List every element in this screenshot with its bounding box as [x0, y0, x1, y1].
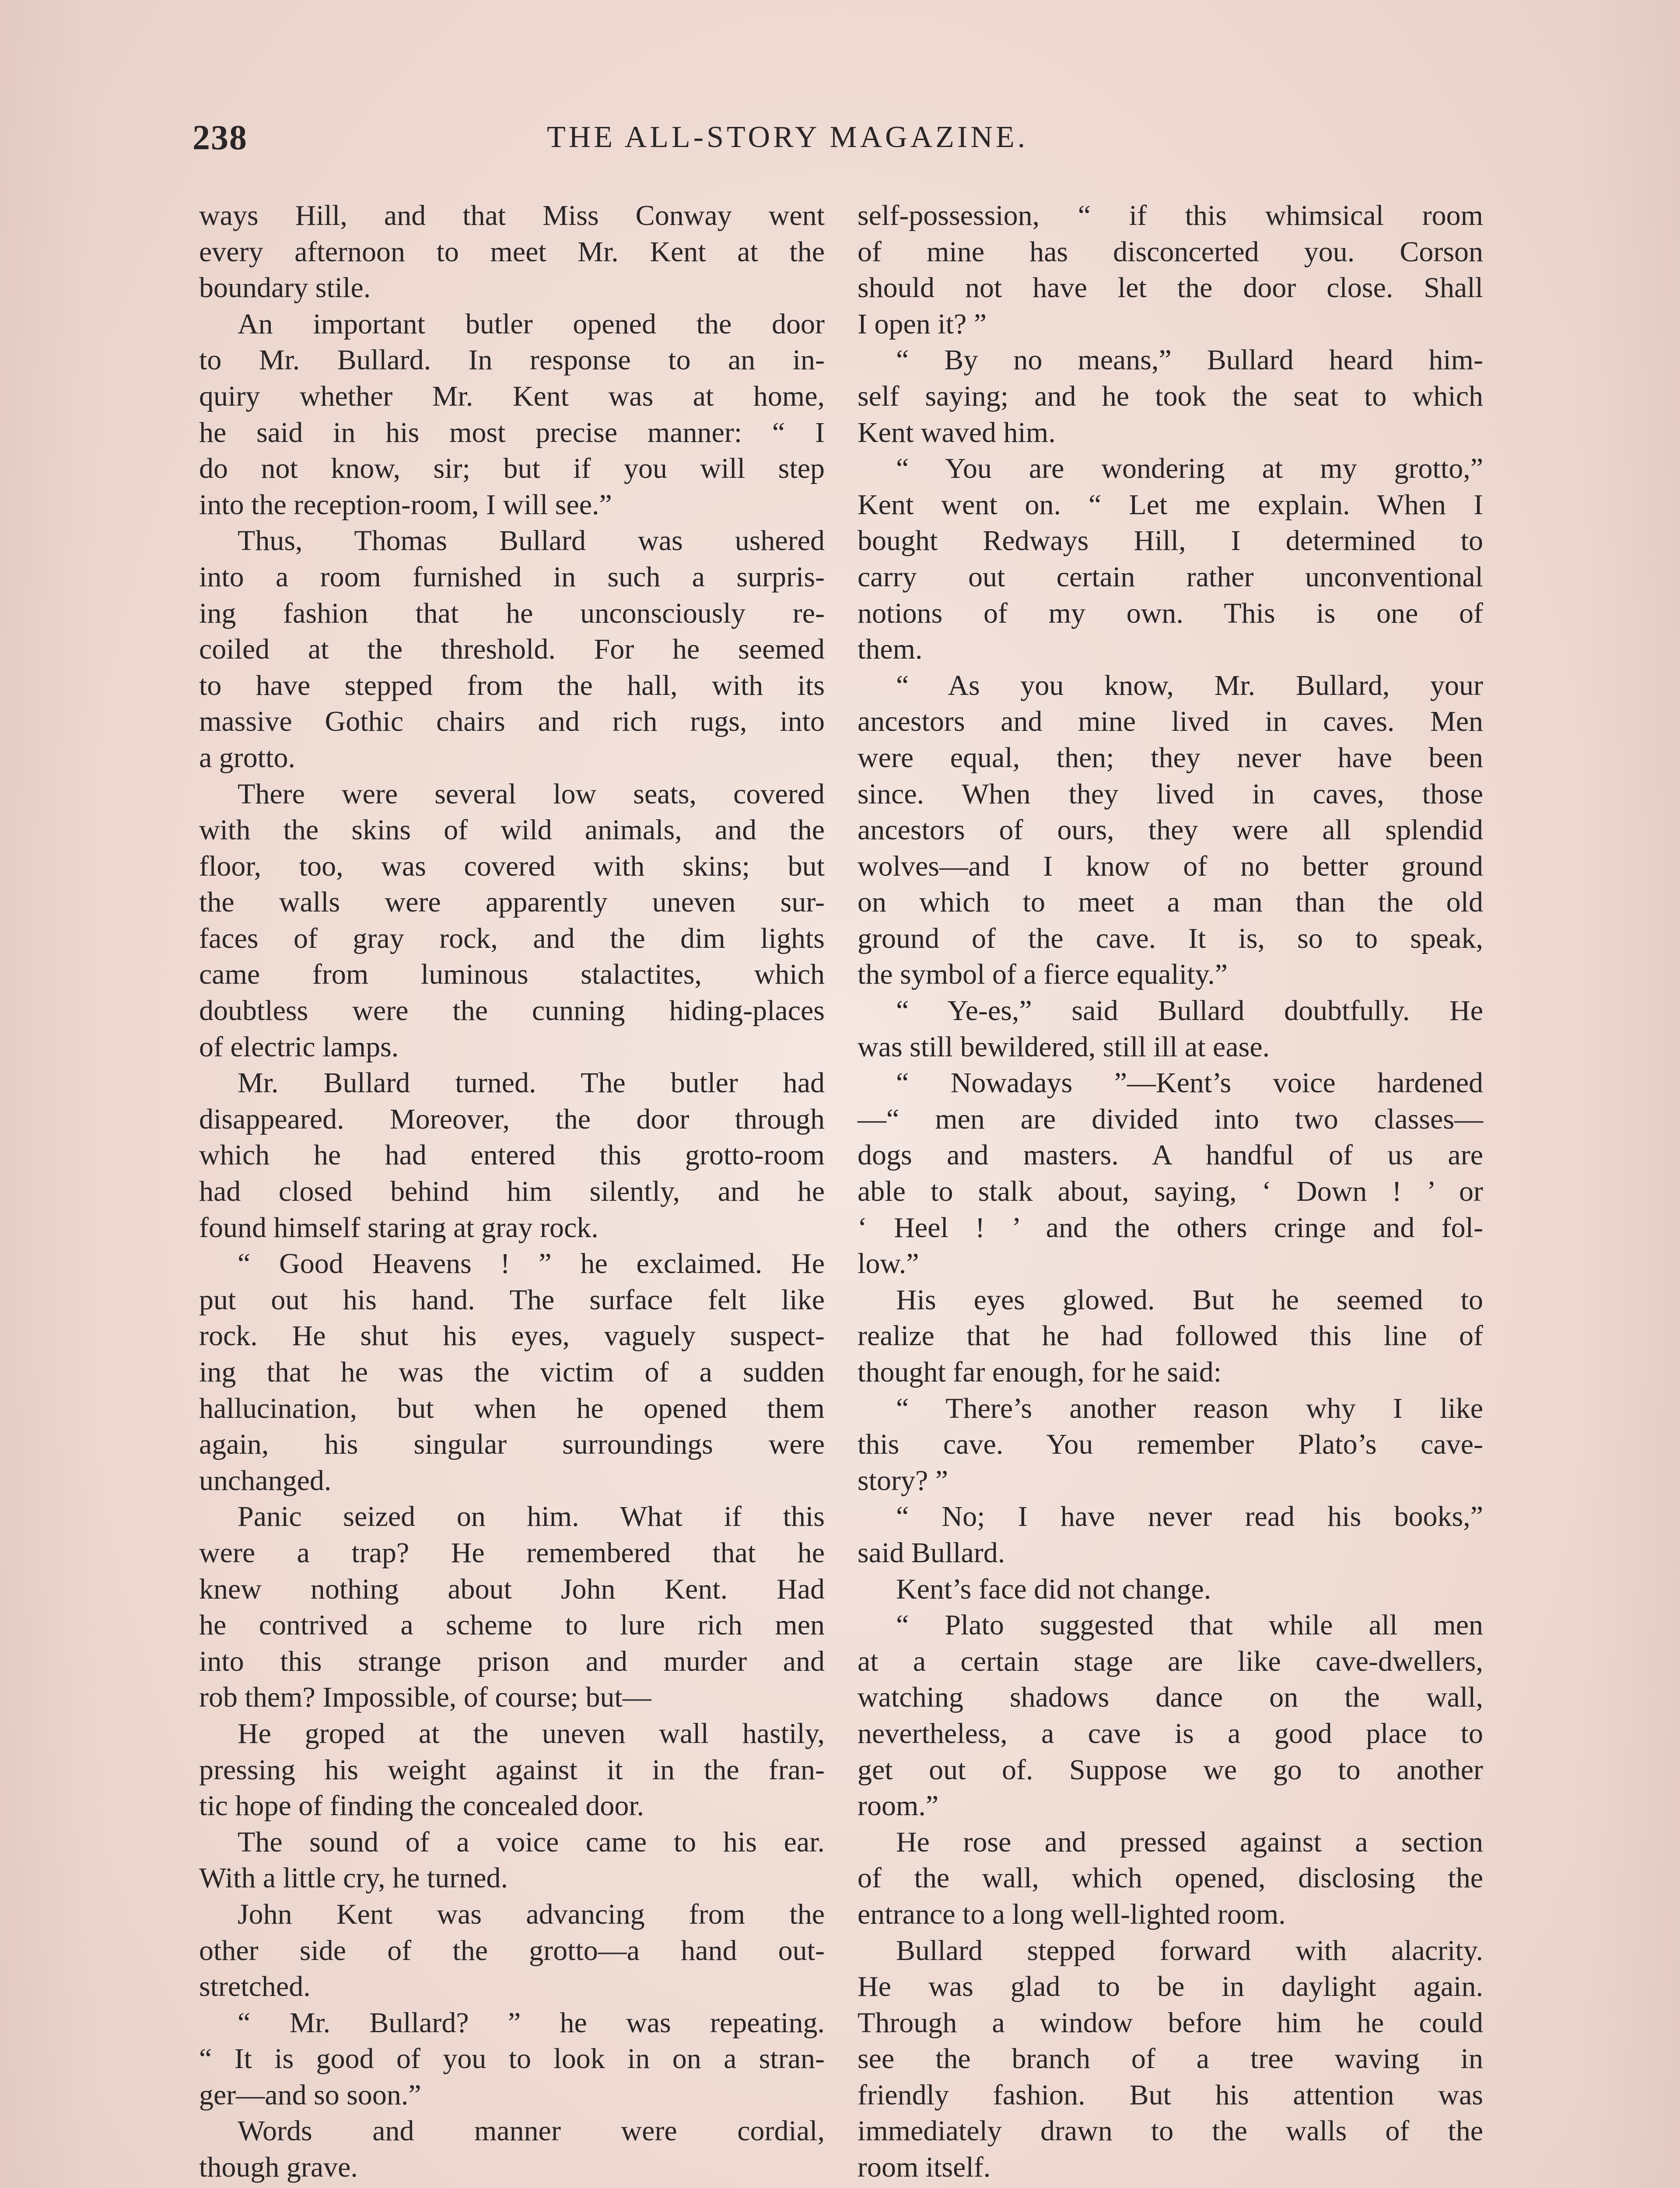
text-line: able to stalk about, saying, ‘ Down ! ’ or	[858, 1175, 1483, 1208]
text-line: rock. He shut his eyes, vaguely suspect-	[199, 1320, 825, 1352]
text-line: Through a window before him he could	[858, 2006, 1483, 2039]
text-line: low.”	[858, 1248, 919, 1280]
text-line	[858, 2186, 1483, 2188]
text-line: stretched.	[199, 1971, 311, 2003]
text-line: ways Hill, and that Miss Conway went	[199, 200, 825, 231]
text-line: Bullard stepped forward with alacrity.	[896, 1934, 1483, 1967]
text-line: rob them? Impossible, of course; but—	[199, 1681, 651, 1714]
text-line: self saying; and he took the seat to which	[858, 380, 1483, 412]
text-line: John Kent was advancing from the	[238, 1898, 825, 1930]
text-line: at a certain stage are like cave-dwellers,	[858, 1645, 1483, 1677]
text-line: other side of the grotto—a hand out-	[199, 1934, 825, 1967]
text-line: came from luminous stalactites, which	[199, 958, 825, 991]
text-line: Kent went on. “ Let me explain. When I	[858, 488, 1483, 521]
text-line: “ It is good of you to look in on a stran-	[199, 2043, 825, 2075]
text-line: the walls were apparently uneven sur-	[199, 886, 825, 919]
text-line: He groped at the uneven wall hastily,	[238, 1717, 825, 1750]
text-line: pressing his weight against it in the fran-	[199, 1753, 825, 1786]
text-line: “ Nowadays ”—Kent’s voice hardened	[896, 1067, 1483, 1099]
text-line: he contrived a scheme to lure rich men	[199, 1609, 825, 1641]
text-line: ing that he was the victim of a sudden	[199, 1356, 825, 1388]
text-line: since. When they lived in caves, those	[858, 778, 1483, 810]
text-line: see the branch of a tree waving in	[858, 2043, 1483, 2075]
text-line: ancestors of ours, they were all splendid	[858, 814, 1483, 846]
text-line: nevertheless, a cave is a good place to	[858, 1717, 1483, 1750]
text-line: of electric lamps.	[199, 1031, 399, 1063]
text-line: The sound of a voice came to his ear.	[238, 1826, 825, 1858]
text-line: said Bullard.	[858, 1536, 1005, 1569]
text-line: with the skins of wild animals, and the	[199, 814, 825, 846]
text-line: He was glad to be in daylight again.	[858, 1971, 1483, 2003]
text-line: room itself.	[858, 2151, 991, 2184]
text-line: His eyes glowed. But he seemed to	[896, 1283, 1483, 1316]
text-line: ancestors and mine lived in caves. Men	[858, 705, 1483, 738]
text-line: into this strange prison and murder and	[199, 1645, 825, 1677]
text-line: An important butler opened the door	[238, 308, 825, 340]
text-line: of mine has disconcerted you. Corson	[858, 235, 1483, 268]
text-line: “ You are wondering at my grotto,”	[896, 452, 1483, 485]
text-line: tic hope of finding the concealed door.	[199, 1790, 644, 1822]
text-line: which he had entered this grotto-room	[199, 1139, 825, 1171]
text-line: ‘ Heel ! ’ and the others cringe and fol-	[858, 1211, 1483, 1244]
text-line: he said in his most precise manner: “ I	[199, 416, 825, 449]
text-line: were a trap? He remembered that he	[199, 1536, 825, 1569]
text-line: coiled at the threshold. For he seemed	[199, 633, 825, 666]
text-line: every afternoon to meet Mr. Kent at the	[199, 235, 825, 268]
text-line: Panic seized on him. What if this	[238, 1501, 825, 1533]
text-line: do not know, sir; but if you will step	[199, 452, 825, 485]
text-line: “ Good Heavens ! ” he exclaimed. He	[238, 1248, 825, 1280]
text-line: thought far enough, for he said:	[858, 1356, 1222, 1388]
text-line: “ Plato suggested that while all men	[896, 1609, 1483, 1641]
text-line: carry out certain rather unconventional	[858, 561, 1483, 593]
text-line: room.”	[858, 1790, 939, 1822]
text-line: knew nothing about John Kent. Had	[199, 1573, 825, 1605]
text-line: a grotto.	[199, 741, 295, 774]
text-line: to Mr. Bullard. In response to an in-	[199, 344, 825, 376]
text-line: to have stepped from the hall, with its	[199, 669, 825, 701]
text-line: unchanged.	[199, 1464, 332, 1497]
text-line: “ No; I have never read his books,”	[896, 1501, 1483, 1533]
text-line: Kent’s face did not change.	[896, 1573, 1211, 1605]
text-line: self-possession, “ if this whimsical room	[858, 200, 1483, 231]
text-line: into a room furnished in such a surpris-	[199, 561, 825, 593]
text-line: again, his singular surroundings were	[199, 1428, 825, 1461]
text-line: immediately drawn to the walls of the	[858, 2115, 1483, 2147]
text-line: quiry whether Mr. Kent was at home,	[199, 380, 825, 412]
text-line: ground of the cave. It is, so to speak,	[858, 922, 1483, 954]
text-line: disappeared. Moreover, the door through	[199, 1103, 825, 1135]
text-line: this cave. You remember Plato’s cave-	[858, 1428, 1483, 1461]
page-header	[192, 118, 1138, 166]
text-line: Kent waved him.	[858, 416, 1056, 449]
text-line: get out of. Suppose we go to another	[858, 1753, 1483, 1786]
text-line: notions of my own. This is one of	[858, 597, 1483, 629]
running-head: THE ALL-STORY MAGAZINE.	[547, 120, 1029, 154]
text-line: “ As you know, Mr. Bullard, your	[896, 669, 1483, 701]
text-line: on which to meet a man than the old	[858, 886, 1483, 919]
text-line: faces of gray rock, and the dim lights	[199, 922, 825, 954]
text-line: friendly fashion. But his attention was	[858, 2079, 1483, 2111]
text-line: put out his hand. The surface felt like	[199, 1283, 825, 1316]
text-line: had closed behind him silently, and he	[199, 1175, 825, 1208]
text-line: Thus, Thomas Bullard was ushered	[238, 525, 825, 557]
text-line: There were several low seats, covered	[238, 778, 825, 810]
text-line: boundary stile.	[199, 272, 371, 304]
text-line: “ Mr. Bullard? ” he was repeating.	[238, 2006, 825, 2039]
text-line: should not have let the door close. Shall	[858, 272, 1483, 304]
text-line: watching shadows dance on the wall,	[858, 1681, 1483, 1714]
text-line: were equal, then; they never have been	[858, 741, 1483, 774]
text-column-left	[199, 198, 825, 2188]
text-line: wolves—and I know of no better ground	[858, 850, 1483, 882]
text-line: —“ men are divided into two classes—	[858, 1103, 1483, 1135]
text-line: though grave.	[199, 2151, 358, 2184]
text-line: ing fashion that he unconsciously re-	[199, 597, 825, 629]
text-line: hallucination, but when he opened them	[199, 1392, 825, 1424]
text-line: Mr. Bullard turned. The butler had	[238, 1067, 825, 1099]
text-line: dogs and masters. A handful of us are	[858, 1139, 1483, 1171]
text-line: With a little cry, he turned.	[199, 1862, 508, 1894]
text-line: realize that he had followed this line of	[858, 1320, 1483, 1352]
text-line: was still bewildered, still ill at ease.	[858, 1031, 1270, 1063]
text-line: “ Ye-es,” said Bullard doubtfully. He	[896, 995, 1483, 1027]
page-number: 238	[192, 119, 248, 157]
text-line: floor, too, was covered with skins; but	[199, 850, 825, 882]
text-line: found himself staring at gray rock.	[199, 1211, 598, 1244]
text-line: them.	[858, 633, 923, 666]
text-line: massive Gothic chairs and rich rugs, into	[199, 705, 825, 738]
text-line: story? ”	[858, 1464, 948, 1497]
text-line: of the wall, which opened, disclosing the	[858, 1862, 1483, 1894]
text-line: bought Redways Hill, I determined to	[858, 525, 1483, 557]
text-line: entrance to a long well-lighted room.	[858, 1898, 1286, 1930]
text-line: Words and manner were cordial,	[238, 2115, 825, 2147]
text-column-right	[858, 198, 1483, 2188]
text-line: the symbol of a fierce equality.”	[858, 958, 1228, 991]
text-line: I open it? ”	[858, 308, 987, 340]
text-line: “ There’s another reason why I like	[896, 1392, 1483, 1424]
text-line: “ By no means,” Bullard heard him-	[896, 344, 1483, 376]
text-line: ger—and so soon.”	[199, 2079, 421, 2111]
text-line	[199, 2186, 825, 2188]
text-line: into the reception-room, I will see.”	[199, 488, 612, 521]
text-line: doubtless were the cunning hiding-places	[199, 995, 825, 1027]
text-line: He rose and pressed against a section	[896, 1826, 1483, 1858]
